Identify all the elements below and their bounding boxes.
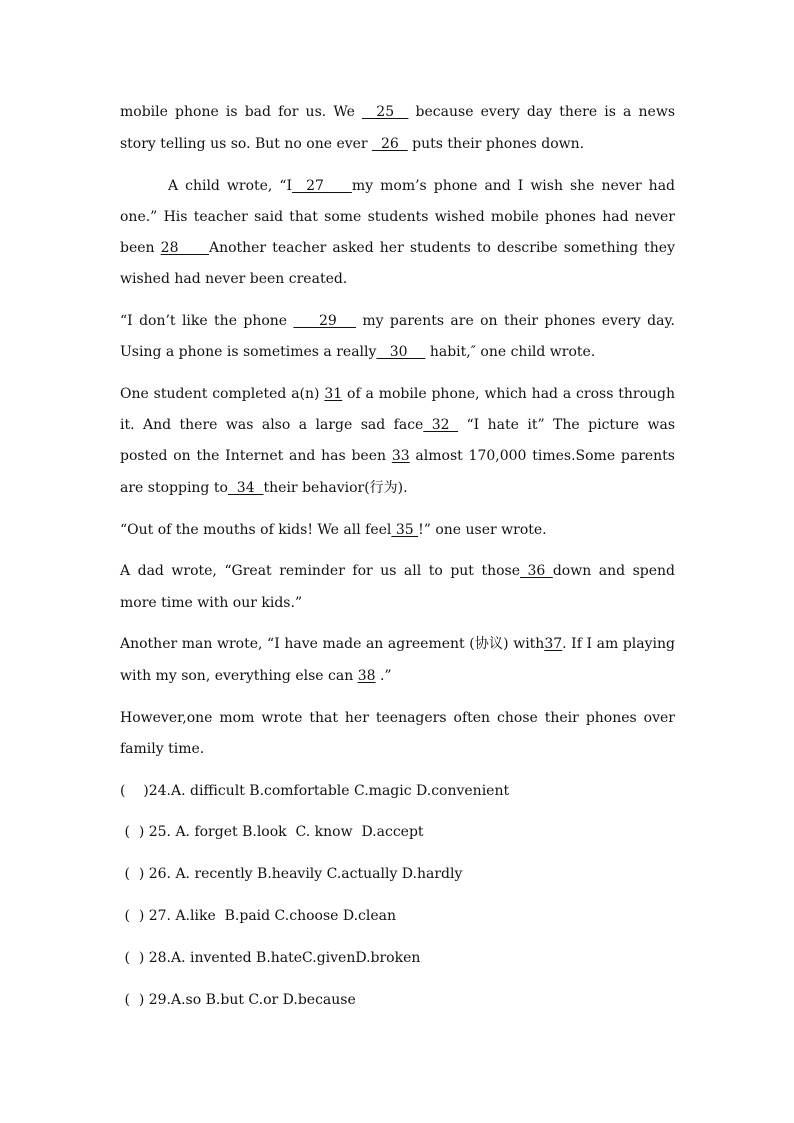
answer-blank: 30 — [376, 344, 426, 360]
option-line: ( ) 28.A. invented B.hateC.givenD.broken — [120, 950, 421, 966]
passage-text: However,one mom wrote that her teenagers often chose their phones over — [120, 710, 675, 726]
passage-text: are stopping to — [120, 480, 228, 496]
answer-blank: 29 — [293, 313, 356, 329]
passage-line — [120, 520, 675, 540]
passage-line — [120, 207, 675, 227]
passage-text: !” one user wrote. — [418, 522, 547, 538]
passage-text: story telling us so. But no one ever — [120, 136, 373, 152]
passage-text: One student completed a(n) — [120, 386, 325, 402]
passage-text: mobile phone is bad for us. We — [120, 104, 363, 120]
passage-line — [168, 176, 675, 196]
passage-text: . If I am playing — [562, 636, 675, 652]
passage-text: my parents are on their phones every day. — [355, 313, 675, 329]
passage-text: their behavior(行为). — [263, 480, 408, 496]
passage-text: posted on the Internet and has been — [120, 448, 392, 464]
passage-text: .” — [375, 668, 392, 684]
option-line: ( )24.A. difficult B.comfortable C.magic D.convenient — [120, 783, 510, 799]
answer-blank: 27 — [292, 178, 352, 194]
answer-blank: 38 — [357, 668, 376, 684]
passage-text: Using a phone is sometimes a really — [120, 344, 377, 360]
option-line: ( ) 27. A.like B.paid C.choose D.clean — [120, 908, 397, 924]
answer-blank: 32 — [423, 417, 459, 433]
passage-text: “I don’t like the phone — [120, 313, 294, 329]
passage-line — [120, 311, 675, 331]
passage-line — [120, 102, 675, 122]
passage-line — [120, 478, 675, 498]
passage-text: wished had never been created. — [120, 271, 348, 287]
passage-text: habit,″ one child wrote. — [425, 344, 596, 360]
passage-text: A child wrote, “I — [168, 178, 293, 194]
passage-text: family time. — [120, 741, 205, 757]
passage-line — [120, 384, 675, 404]
option-line: ( ) 26. A. recently B.heavily C.actually D.hardly — [120, 866, 463, 882]
passage-text: with my son, everything else can — [120, 668, 358, 684]
answer-blank: 34 — [227, 480, 264, 496]
passage-text: puts their phones down. — [407, 136, 585, 152]
answer-blank: 35 — [391, 522, 419, 538]
answer-blank: 26 — [372, 136, 408, 152]
passage-line — [120, 238, 675, 258]
passage-text: one.” His teacher said that some students wished mobile phones had never — [120, 209, 675, 225]
answer-blank: 25 — [362, 104, 409, 120]
option-line: ( ) 25. A. forget B.look C. know D.accept — [120, 824, 424, 840]
passage-text: A dad wrote, “Great reminder for us all to put those — [120, 563, 520, 579]
passage-text: of a mobile phone, which had a cross through — [342, 386, 676, 402]
passage-line — [120, 342, 675, 362]
passage-line — [120, 446, 675, 466]
passage-text: almost 170,000 times.Some parents — [409, 448, 675, 464]
answer-blank: 28 — [160, 240, 209, 256]
option-line: ( ) 29.A.so B.but C.or D.because — [120, 992, 356, 1008]
passage-line — [120, 561, 675, 581]
passage-line — [120, 593, 675, 613]
passage-text: Another teacher asked her students to describe something they — [208, 240, 675, 256]
passage-line — [120, 269, 675, 289]
passage-text: “I hate it” The picture was — [458, 417, 676, 433]
passage-text: been — [120, 240, 161, 256]
answer-blank: 33 — [391, 448, 410, 464]
passage-line — [120, 666, 675, 686]
passage-line — [120, 634, 675, 654]
passage-text: my mom’s phone and I wish she never had — [351, 178, 675, 194]
passage-line — [120, 708, 675, 728]
passage-text: more time with our kids.” — [120, 595, 303, 611]
passage-text: because every day there is a news — [408, 104, 676, 120]
answer-blank: 31 — [324, 386, 343, 402]
passage-text: it. And there was also a large sad face — [120, 417, 424, 433]
passage-text: Another man wrote, “I have made an agreement (协议) with — [120, 636, 545, 652]
passage-line — [120, 415, 675, 435]
answer-blank: 36 — [519, 563, 553, 579]
passage-text: “Out of the mouths of kids! We all feel — [120, 522, 392, 538]
answer-blank: 37 — [544, 636, 563, 652]
passage-line — [120, 134, 675, 154]
passage-text: down and spend — [552, 563, 675, 579]
passage-line — [120, 739, 675, 759]
